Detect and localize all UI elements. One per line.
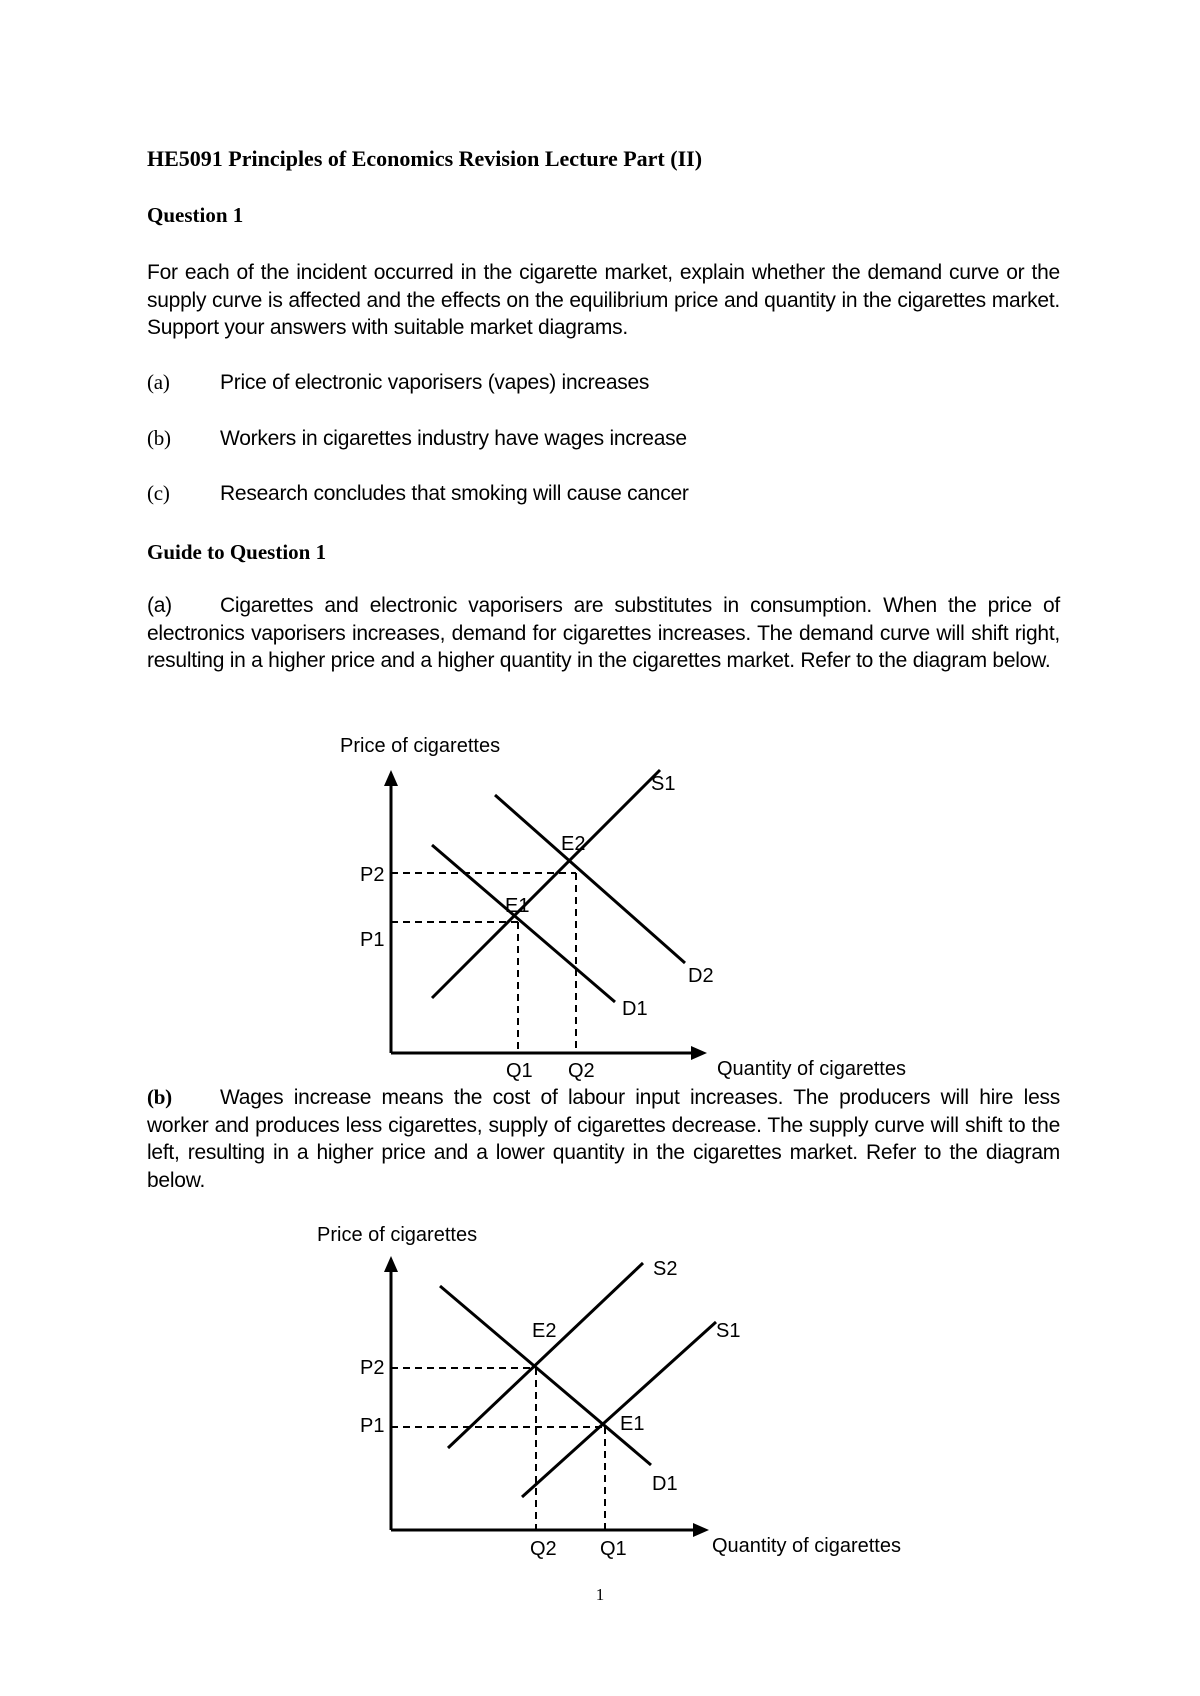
demand-curve-d1 xyxy=(440,1286,651,1465)
guide-heading: Guide to Question 1 xyxy=(147,540,327,564)
x-axis-label: Quantity of cigarettes xyxy=(717,1058,906,1080)
label-p1: P1 xyxy=(360,1415,385,1437)
label-e2: E2 xyxy=(532,1320,557,1342)
question-intro: For each of the incident occurred in the cigarette market, explain whether the demand curve or the supply curve is affected and the effects on the equilibrium price and quantity in the cigarettes market. Support your answers with suitable market diagrams. xyxy=(147,261,1060,339)
label-p1: P1 xyxy=(360,929,385,951)
label-e1: E1 xyxy=(505,895,530,917)
label-d1: D1 xyxy=(622,998,648,1020)
label-s1: S1 xyxy=(651,773,676,795)
item-text: Research concludes that smoking will cause cancer xyxy=(220,482,689,505)
label-e1: E1 xyxy=(620,1413,645,1435)
label-s2: S2 xyxy=(653,1258,678,1280)
guide-part-b-text: Wages increase means the cost of labour input increases. The producers will hire less worker and produces less cigarettes, supply of cigarettes decrease. The supply curve will shift to the left, resulting in a higher price and a lower quantity in the cigarettes market. Refer to the diagram below. xyxy=(147,1086,1060,1192)
x-axis-label: Quantity of cigarettes xyxy=(712,1535,901,1557)
item-label: (c) xyxy=(147,481,170,505)
label-p2: P2 xyxy=(360,864,385,886)
item-label: (a) xyxy=(147,370,170,394)
page-number: 1 xyxy=(595,1585,605,1604)
label-s1: S1 xyxy=(716,1320,741,1342)
item-text: Price of electronic vaporisers (vapes) increases xyxy=(220,371,650,394)
label-d2: D2 xyxy=(688,965,714,987)
document-title: HE5091 Principles of Economics Revision Lecture Part (II) xyxy=(147,146,703,171)
x-axis-arrow xyxy=(693,1523,709,1537)
guide-part-a-label: (a) xyxy=(147,594,172,617)
supply-curve-s2 xyxy=(448,1263,643,1448)
label-q1: Q1 xyxy=(600,1538,627,1560)
y-axis-label: Price of cigarettes xyxy=(317,1224,478,1246)
label-p2: P2 xyxy=(360,1357,385,1379)
question-heading: Question 1 xyxy=(147,203,244,227)
label-d1: D1 xyxy=(652,1473,678,1495)
guide-part-a-text: Cigarettes and electronic vaporisers are substitutes in consumption. When the price of electronics vaporisers increases, demand for cigarettes increases. The demand curve will shift right, resulting in a higher price and a higher quantity in the cigarettes market. Refer to the diagram below. xyxy=(147,594,1060,672)
label-q2: Q2 xyxy=(568,1060,595,1082)
label-q2: Q2 xyxy=(530,1538,557,1560)
item-label: (b) xyxy=(147,426,171,450)
label-q1: Q1 xyxy=(506,1060,533,1082)
guide-part-b-label: (b) xyxy=(147,1085,172,1109)
label-e2: E2 xyxy=(561,833,586,855)
item-text: Workers in cigarettes industry have wages increase xyxy=(220,427,687,450)
y-axis-label: Price of cigarettes xyxy=(340,735,501,757)
y-axis-arrow xyxy=(384,1256,398,1272)
